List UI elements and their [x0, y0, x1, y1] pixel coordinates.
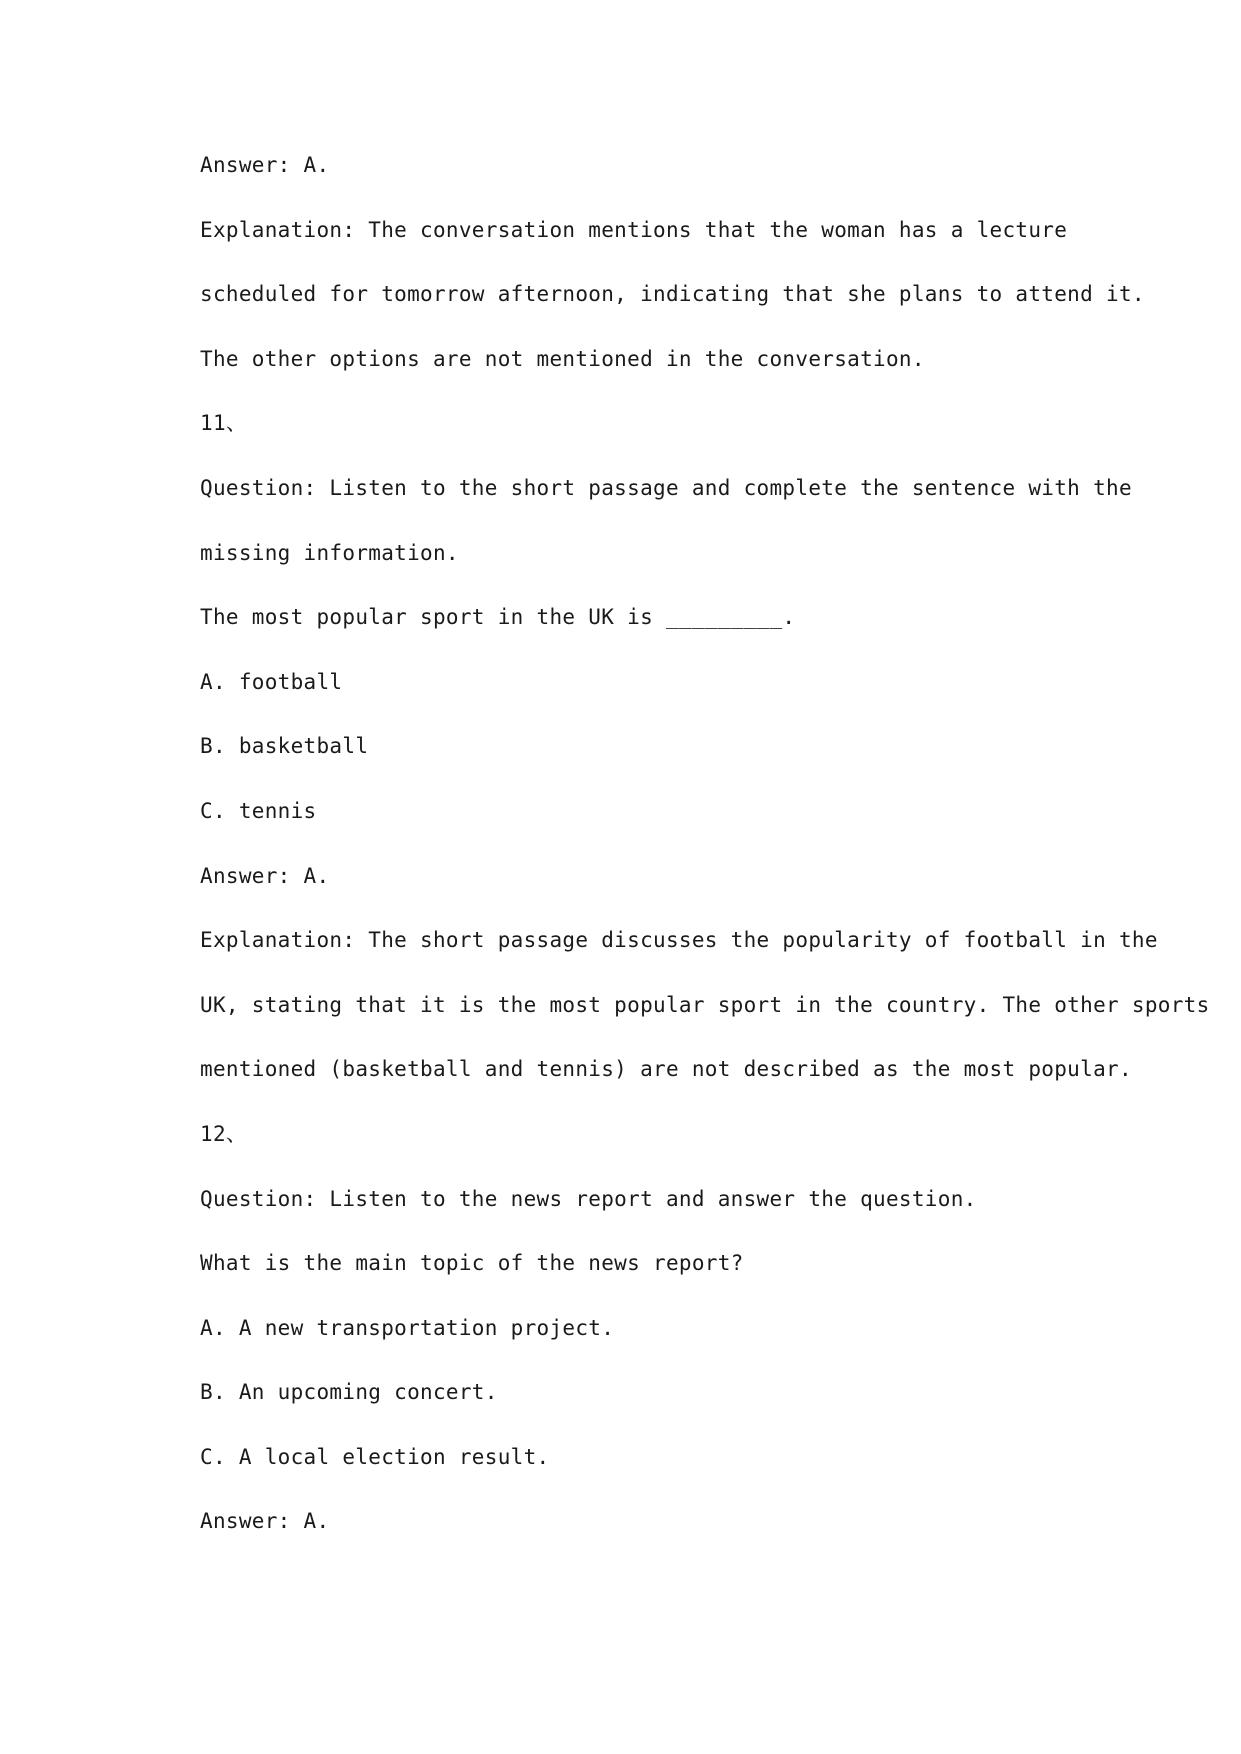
answer-line: Answer: A. — [200, 153, 330, 177]
explanation-line: Explanation: The short passage discusses the popularity of football in the — [200, 928, 1158, 953]
option-a: A. football — [200, 669, 343, 694]
question-number: 11、 — [200, 411, 248, 436]
explanation-line: UK, stating that it is the most popular sport in the country. The other sports — [200, 992, 1210, 1017]
question-prompt: Question: Listen to the news report and answer the question. — [200, 1186, 977, 1211]
question-prompt-line: Question: Listen to the short passage and complete the sentence with the — [200, 475, 1132, 500]
option-b: B. basketball — [200, 734, 369, 759]
option-c: C. tennis — [200, 798, 317, 823]
question-prompt-line: missing information. — [200, 540, 459, 565]
question-sentence: What is the main topic of the news report? — [200, 1251, 744, 1276]
explanation-line: scheduled for tomorrow afternoon, indicating that she plans to attend it. — [200, 282, 1145, 307]
document-page — [200, 150, 1210, 1571]
option-a: A. A new transportation project. — [200, 1315, 615, 1340]
explanation-line: Explanation: The conversation mentions that the woman has a lecture — [200, 217, 1068, 242]
explanation-line: The other options are not mentioned in the conversation. — [200, 346, 925, 371]
option-c: C. A local election result. — [200, 1444, 550, 1469]
question-number: 12、 — [200, 1121, 248, 1146]
answer-line: Answer: A. — [200, 863, 330, 888]
option-b: B. An upcoming concert. — [200, 1380, 498, 1405]
explanation-line: mentioned (basketball and tennis) are not described as the most popular. — [200, 1057, 1132, 1082]
answer-line: Answer: A. — [200, 1509, 330, 1534]
question-sentence: The most popular sport in the UK is _________. — [200, 605, 796, 630]
